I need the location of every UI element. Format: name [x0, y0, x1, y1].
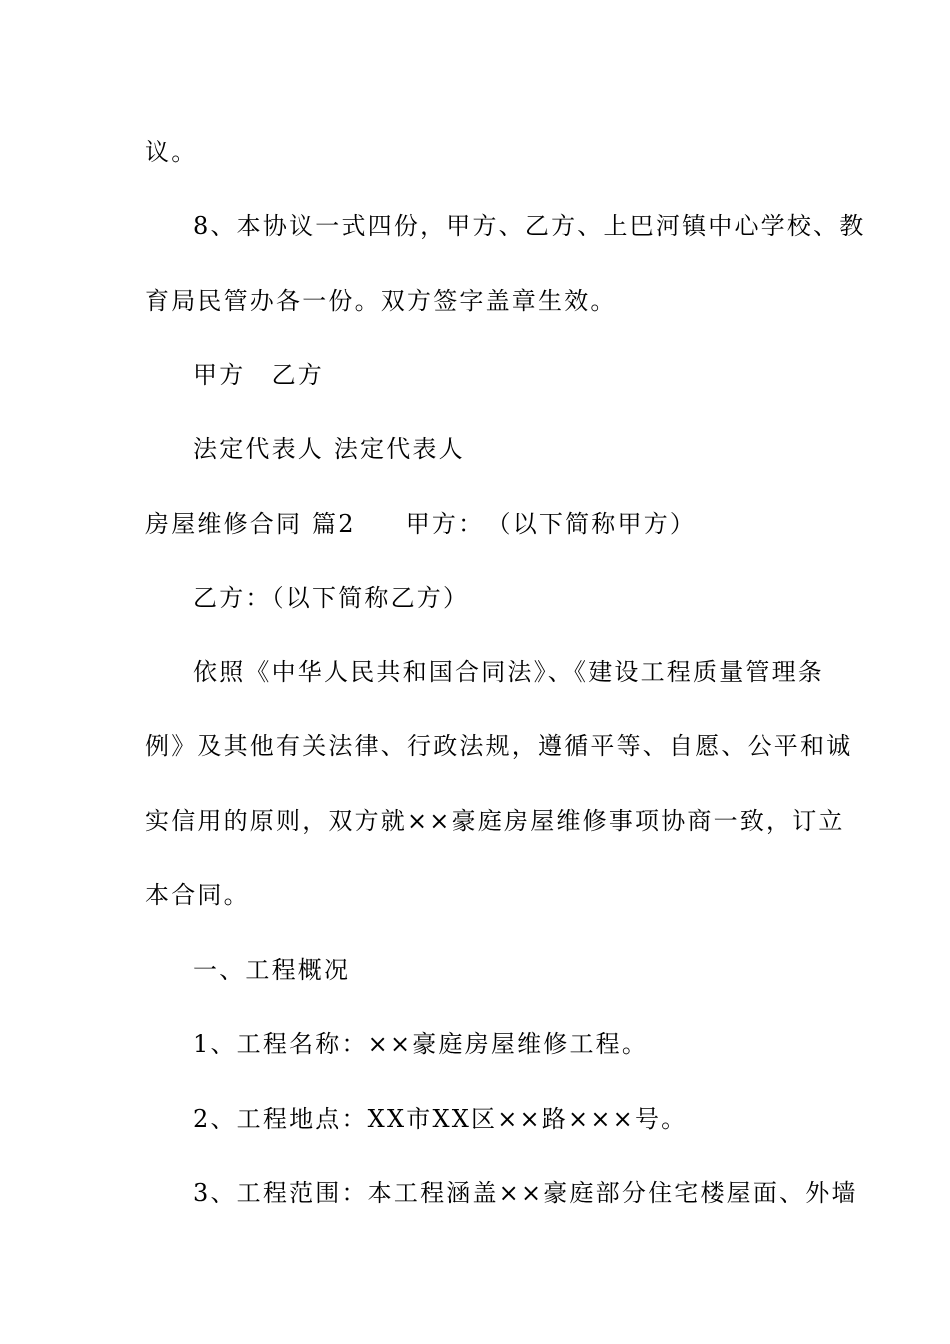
- section-heading-line: [145, 509, 810, 539]
- paragraph-line: 本合同。: [145, 881, 250, 909]
- list-item: 2、工程地点：XX市XX区××路×××号。: [193, 1105, 688, 1133]
- paragraph-line: 8、本协议一式四份，甲方、乙方、上巴河镇中心学校、教: [193, 212, 866, 240]
- paragraph-line: 例》及其他有关法律、行政法规，遵循平等、自愿、公平和诚: [145, 732, 853, 760]
- paragraph-line: 育局民管办各一份。双方签字盖章生效。: [145, 287, 617, 315]
- signature-representative-line: 法定代表人 法定代表人: [193, 435, 465, 463]
- paragraph-line: 实信用的原则，双方就××豪庭房屋维修事项协商一致，订立: [145, 807, 845, 835]
- list-item: 1、工程名称：××豪庭房屋维修工程。: [193, 1030, 649, 1058]
- section-heading: 房屋维修合同 篇2: [145, 510, 356, 538]
- paragraph-line: 议。: [145, 138, 198, 166]
- paragraph-line: 依照《中华人民共和国合同法》、《建设工程质量管理条: [193, 658, 824, 686]
- list-item: 3、工程范围：本工程涵盖××豪庭部分住宅楼屋面、外墙: [193, 1179, 858, 1207]
- subsection-heading: 一、工程概况: [193, 956, 351, 984]
- party-b-line: 乙方：（以下简称乙方）: [193, 584, 470, 612]
- signature-party-line: 甲方 乙方: [193, 361, 324, 389]
- party-a-text: 甲方： （以下简称甲方）: [405, 510, 697, 538]
